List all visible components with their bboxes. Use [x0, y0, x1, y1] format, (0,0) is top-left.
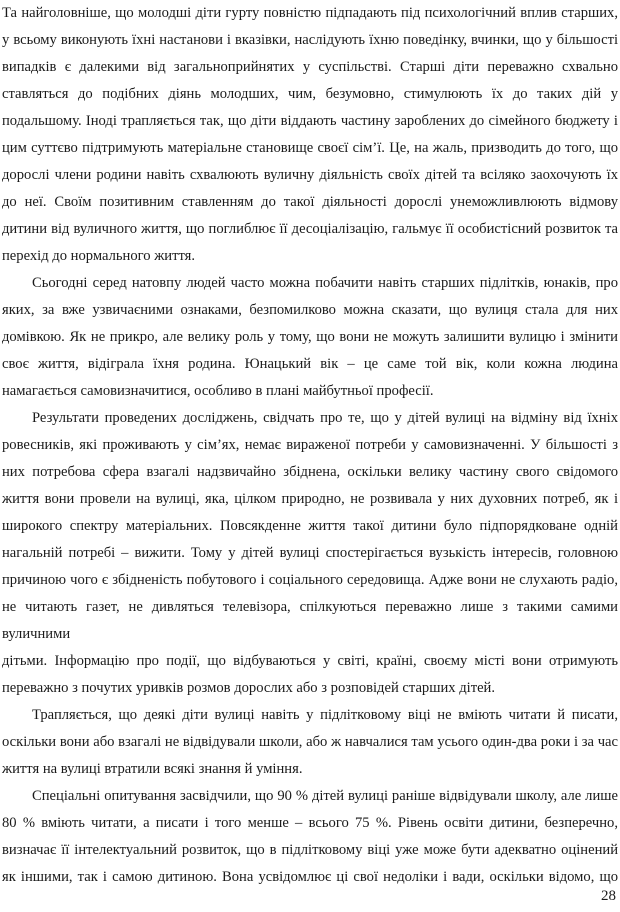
page-number: 28 [601, 888, 616, 904]
body-text [2, 0, 618, 891]
paragraph-5: Трапляється, що деякі діти вулиці навіть у підлітковому віці не вміють читати й писати, оскільки вони або взагалі не відвідували школи, або ж навчалися там усього один-два роки і за час життя на вулиці втратили всякі знання й уміння. [2, 707, 618, 777]
paragraph-3: Результати проведених досліджень, свідчать про те, що у дітей вулиці на відміну від їхніх ровесників, які проживають у сім’ях, немає вираженої потреби у самовизначенні. У більшості з них потребова сфера взагалі надзвичайно збіднена, оскільки велику частину свого свідомого життя вони провели на вулиці, яка, цілком природно, не розвивала у них духовних потреб, як і широкого спектру матеріальних. Повсякденне життя такої дитини було підпорядковане одній нагальній потребі – вижити. Тому у дітей вулиці спостерігається вузькість інтересів, головною причиною чого є збідненість побутового і соціального середовища. Адже вони не слухають радіо, не читають газет, не дивляться телевізора, спілкуються переважно лише з такими самими вуличними [2, 410, 618, 642]
paragraph-1: Та найголовніше, що молодші діти гурту повністю підпадають під психологічний вплив старших, у всьому виконують їхні настанови і вказівки, наслідують їхню поведінку, вчинки, що у більшості випадків є далекими від загальноприйнятих у суспільстві. Старші діти переважно схвально ставляться до подібних діянь молодших, чим, безумовно, стимулюють їх до таких дій у подальшому. Іноді трапляється так, що діти віддають частину зароблених до сімейного бюджету і цим суттєво підтримують матеріальне становище своєї сім’ї. Це, на жаль, призводить до того, що дорослі члени родини навіть схвалюють вуличну діяльність своїх дітей та всіляко заохочують їх до неї. Своїм позитивним ставленням до такої діяльності дорослі унеможливлюють відмову дитини від вуличного життя, що поглиблює її десоціалізацію, гальмує її особистісний розвиток та перехід до нормального життя. [2, 5, 618, 264]
paragraph-6: Спеціальні опитування засвідчили, що 90 % дітей вулиці раніше відвідували школу, але лише 80 % вміють читати, а писати і того менше – всього 75 %. Рівень освіти дитини, безперечно, визначає її інтелектуальний розвиток, що в підлітковому віці уже може бути адекватно оцінений як іншими, так і самою дитиною. Вона усвідомлює ці свої недоліки і вади, оскільки відомо, що [2, 788, 618, 885]
paragraph-2: Сьогодні серед натовпу людей часто можна побачити навіть старших підлітків, юнаків, про яких, за вже узвичаєними ознаками, безпомилково можна сказати, що вулиця стала для них домівкою. Як не прикро, але велику роль у тому, що вони не можуть залишити вулицю і змінити своє життя, відіграла їхня родина. Юнацький вік – це саме той вік, коли кожна людина намагається самовизначитися, особливо в плані майбутньої професії. [2, 275, 618, 399]
paragraph-4: дітьми. Інформацію про події, що відбуваються у світі, країні, своєму місті вони отримують переважно з почутих уривків розмов дорослих або з розповідей старших дітей. [2, 653, 618, 696]
